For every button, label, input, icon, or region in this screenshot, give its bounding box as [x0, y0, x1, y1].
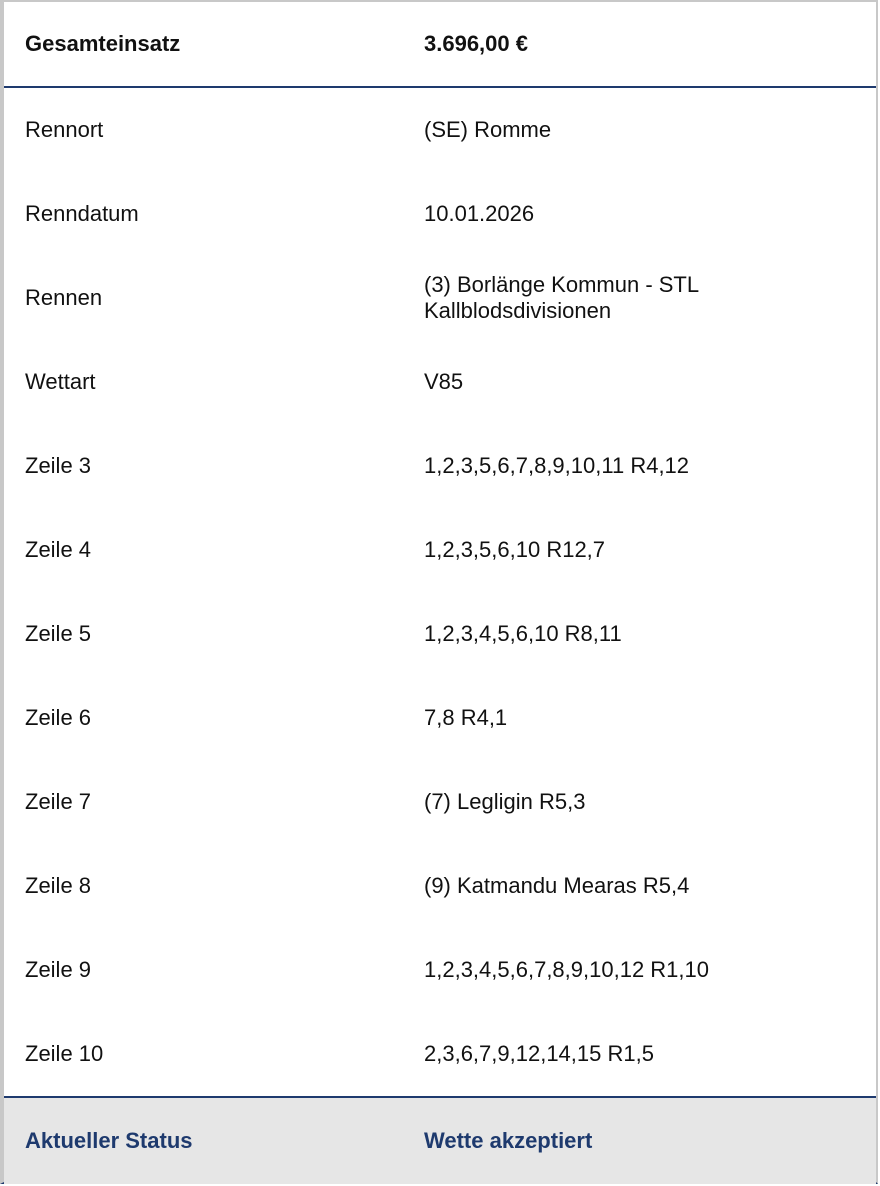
detail-row-leg [4, 592, 876, 676]
detail-label: Zeile 3 [25, 453, 92, 478]
detail-label: Wettart [25, 369, 96, 394]
detail-label: Renndatum [25, 201, 139, 226]
detail-value: (SE) Romme [424, 117, 552, 142]
detail-row-leg [4, 1012, 876, 1096]
detail-label: Zeile 10 [25, 1041, 104, 1066]
detail-label: Zeile 4 [25, 537, 92, 562]
detail-value: 1,2,3,5,6,7,8,9,10,11 R4,12 [424, 453, 690, 478]
detail-row-venue [4, 88, 876, 172]
detail-row-leg [4, 676, 876, 760]
status-row [4, 1096, 876, 1184]
detail-label: Zeile 5 [25, 621, 92, 646]
detail-value: 10.01.2026 [424, 201, 535, 226]
total-stake-label: Gesamteinsatz [25, 31, 181, 56]
detail-row-leg [4, 508, 876, 592]
detail-label: Zeile 6 [25, 705, 92, 730]
detail-row-leg [4, 928, 876, 1012]
detail-label: Zeile 9 [25, 957, 92, 982]
detail-value: (3) Borlänge Kommun - STL Kallblodsdivisionen [424, 272, 699, 323]
detail-value: 7,8 R4,1 [424, 705, 508, 730]
detail-label: Rennen [25, 285, 103, 310]
detail-value: 1,2,3,5,6,10 R12,7 [424, 537, 606, 562]
detail-label: Rennort [25, 117, 104, 142]
detail-row-race [4, 256, 876, 340]
detail-value: 1,2,3,4,5,6,10 R8,11 [424, 621, 622, 646]
total-stake-row [4, 2, 876, 88]
detail-value: V85 [424, 369, 464, 394]
detail-row-date [4, 172, 876, 256]
detail-label: Zeile 8 [25, 873, 92, 898]
detail-row-leg [4, 424, 876, 508]
detail-value: (9) Katmandu Mearas R5,4 [424, 873, 690, 898]
detail-row-leg [4, 760, 876, 844]
detail-value: 2,3,6,7,9,12,14,15 R1,5 [424, 1041, 654, 1066]
detail-row-leg [4, 844, 876, 928]
status-value: Wette akzeptiert [424, 1128, 593, 1153]
detail-value: 1,2,3,4,5,6,7,8,9,10,12 R1,10 [424, 957, 710, 982]
total-stake-value: 3.696,00 € [424, 31, 528, 56]
status-label: Aktueller Status [25, 1128, 193, 1153]
detail-row-bet-type [4, 340, 876, 424]
detail-label: Zeile 7 [25, 789, 92, 814]
detail-value: (7) Legligin R5,3 [424, 789, 586, 814]
